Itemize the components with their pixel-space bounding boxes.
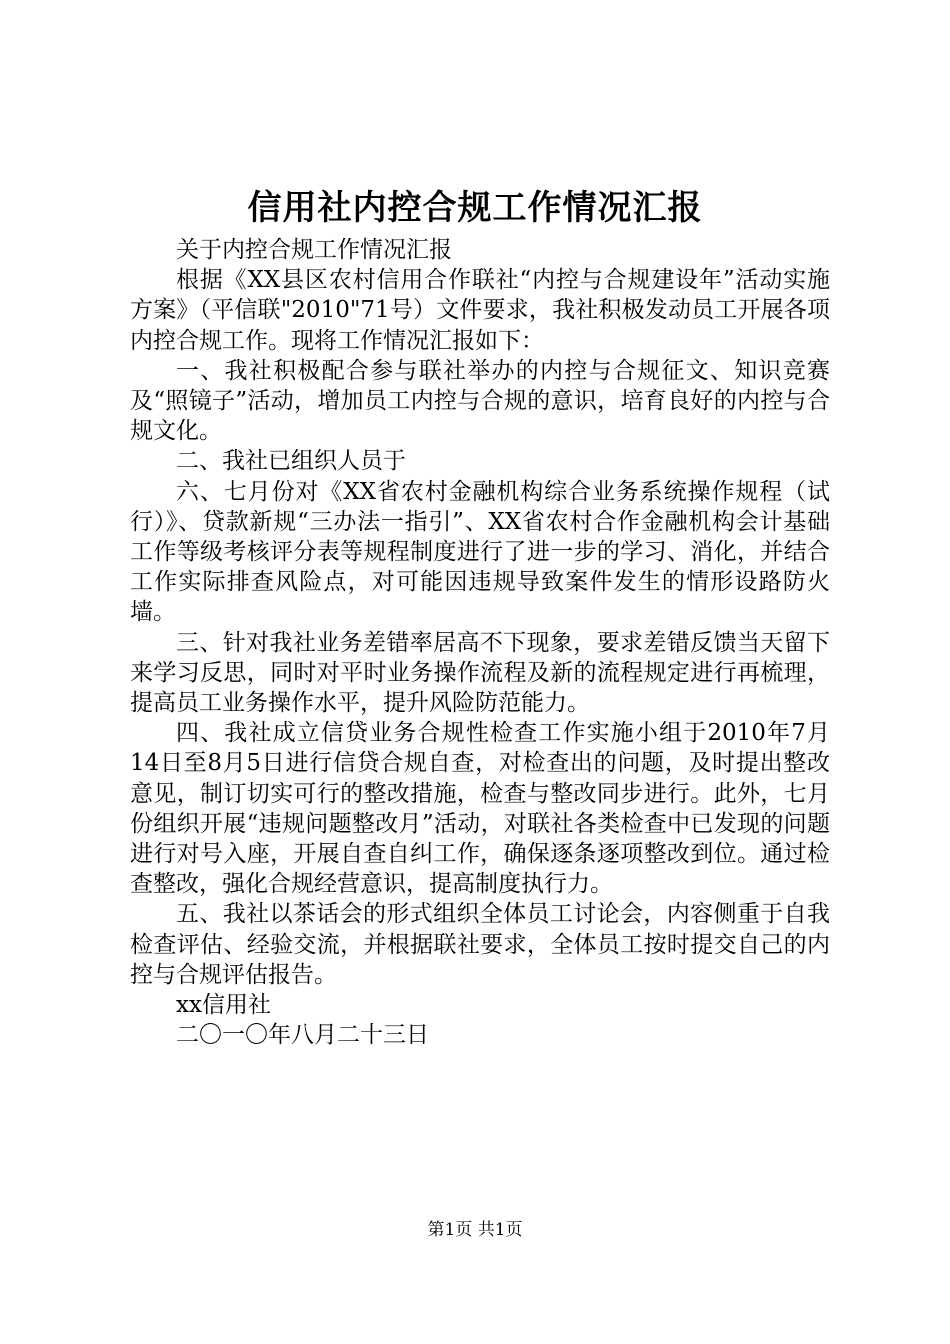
paragraph-item-5: 五、我社以茶话会的形式组织全体员工讨论会，内容侧重于自我检查评估、经验交流，并根据联社要求，全体员工按时提交自己的内控与合规评估报告。 bbox=[130, 901, 830, 988]
document-body bbox=[130, 235, 830, 1050]
paragraph-subject: 关于内控合规工作情况汇报 bbox=[176, 237, 452, 263]
document-title: 信用社内控合规工作情况汇报 bbox=[247, 188, 703, 228]
paragraph-item-4: 四、我社成立信贷业务合规性检查工作实施小组于2010年7月14日至8月5日进行信贷合规自查，对检查出的问题，及时提出整改意见，制订切实可行的整改措施，检查与整改同步进行。此外，七月份组织开展“违规问题整改月”活动，对联社各类检查中已发现的问题进行对号入座，开展自查自纠工作，确保逐条逐项整改到位。通过检查整改，强化合规经营意识，提高制度执行力。 bbox=[130, 720, 830, 898]
paragraph-item-2-cont: 六、七月份对《XX省农村金融机构综合业务系统操作规程（试行）》、贷款新规“三办法一指引”、XX省农村合作金融机构会计基础工作等级考核评分表等规程制度进行了进一步的学习、消化，并结合工作实际排查风险点，对可能因违规导致案件发生的情形设路防火墙。 bbox=[130, 478, 830, 626]
page-footer: 第1页 共1页 bbox=[427, 1220, 523, 1240]
paragraph-intro: 根据《XX县区农村信用合作联社“内控与合规建设年”活动实施方案》（平信联"2010"71号）文件要求，我社积极发动员工开展各项内控合规工作。现将工作情况汇报如下： bbox=[130, 267, 830, 354]
paragraph-item-2: 二、我社已组织人员于 bbox=[176, 448, 406, 475]
paragraph-item-1: 一、我社积极配合参与联社举办的内控与合规征文、知识竞赛及“照镜子”活动，增加员工内控与合规的意识，培育良好的内控与合规文化。 bbox=[130, 357, 830, 445]
signature-date: 二〇一〇年八月二十三日 bbox=[176, 1022, 429, 1049]
signature-org: xx信用社 bbox=[176, 992, 271, 1019]
paragraph-item-3: 三、针对我社业务差错率居高不下现象，要求差错反馈当天留下来学习反思，同时对平时业务操作流程及新的流程规定进行再梳理，提高员工业务操作水平，提升风险防范能力。 bbox=[130, 629, 830, 717]
